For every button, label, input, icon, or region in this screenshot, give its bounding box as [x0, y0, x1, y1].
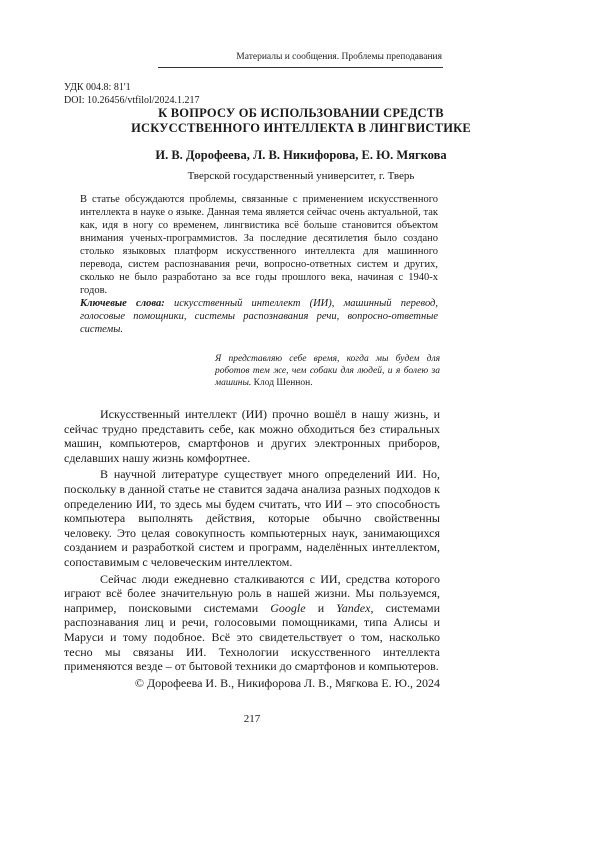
body-paragraph-1: Искусственный интеллект (ИИ) прочно вошёл в нашу жизнь, и сейчас трудно представить себе, как можно обходиться без стиральных машин, компьютеров, смартфонов и других электронных приборов, сделавших нашу жизнь комфортнее. — [64, 407, 440, 465]
page-number: 217 — [243, 713, 261, 725]
google-term: Google — [270, 600, 306, 615]
udk-code: УДК 004.8: 81'1 — [64, 82, 131, 93]
authors: И. В. Дорофеева, Л. В. Никифорова, Е. Ю. Мягкова — [155, 148, 447, 162]
keywords-label: Ключевые слова: — [80, 298, 165, 309]
epigraph-quote: Я представляю себе время, когда мы будем для роботов тем же, чем собаки для людей, и я болею за машины. — [215, 354, 440, 388]
epigraph-author: Клод Шеннон. — [253, 378, 313, 388]
article-title-line-2: ИСКУССТВЕННОГО ИНТЕЛЛЕКТА В ЛИНГВИСТИКЕ — [131, 121, 471, 135]
yandex-term: Yandex — [336, 600, 371, 615]
affiliation: Тверской государственный университет, г. Тверь — [187, 170, 415, 182]
epigraph — [215, 353, 440, 389]
doi: DOI: 10.26456/vtfilol/2024.1.217 — [64, 95, 200, 106]
header-rule — [158, 67, 443, 68]
copyright: © Дорофеева И. В., Никифорова Л. В., Мягкова Е. Ю., 2024 — [134, 676, 440, 690]
keywords — [80, 297, 438, 336]
body-paragraph-2: В научной литературе существует много определений ИИ. Но, поскольку в данной статье не ставится задача анализа разных подходов к определению ИИ, то здесь мы будем считать, что ИИ – это способность компьютера выполнять действия, которые обычно свойственны человеку. Это целая совокупность компьютерных наук, занимающихся созданием и разработкой систем и программ, наделённых интеллектом, сопоставимым с человеческим интеллектом. — [64, 467, 440, 569]
abstract-text: В статье обсуждаются проблемы, связанные с применением искусственного интеллекта в науке о языке. Данная тема является сейчас очень актуальной, так как, идя в ногу со временем, лингвистика всё больше становится объектом внимания ученых-программистов. За последние десятилетия было создано столько языковых платформ искусственного интеллекта для машинного перевода, систем распознавания речи, вопросно-ответных систем и других, сколько не было разработано за все годы прошлого века, начиная с 1940-х годов. — [80, 194, 438, 296]
article-title — [64, 106, 538, 136]
keywords-text: искусственный интеллект (ИИ), машинный перевод, голосовые помощники, системы распознавания речи, вопросно-ответные системы. — [80, 298, 438, 335]
article-title-line-1: К ВОПРОСУ ОБ ИСПОЛЬЗОВАНИИ СРЕДСТВ — [158, 106, 444, 120]
running-head: Материалы и сообщения. Проблемы преподавания — [236, 52, 442, 62]
body-paragraph-3 — [64, 572, 440, 674]
abstract — [80, 193, 438, 336]
body-paragraph-3-part-b: , системами распознавания лиц и речи, голосовыми помощниками, типа Алисы и Маруси и тому подобное. Всё это свидетельствует о том, насколько тесно мы связаны ИИ. Технологии искусственного интеллекта применяются везде – от бытовой техники до смартфонов и компьютеров. — [64, 600, 441, 674]
article-body — [64, 407, 440, 674]
conjunction: и — [317, 600, 325, 615]
body-paragraph-3-part-a: Сейчас люди ежедневно сталкиваются с ИИ, средства которого играют всё более значительную роль в нашей жизни. Мы пользуемся, например, поисковыми системами — [64, 571, 440, 615]
